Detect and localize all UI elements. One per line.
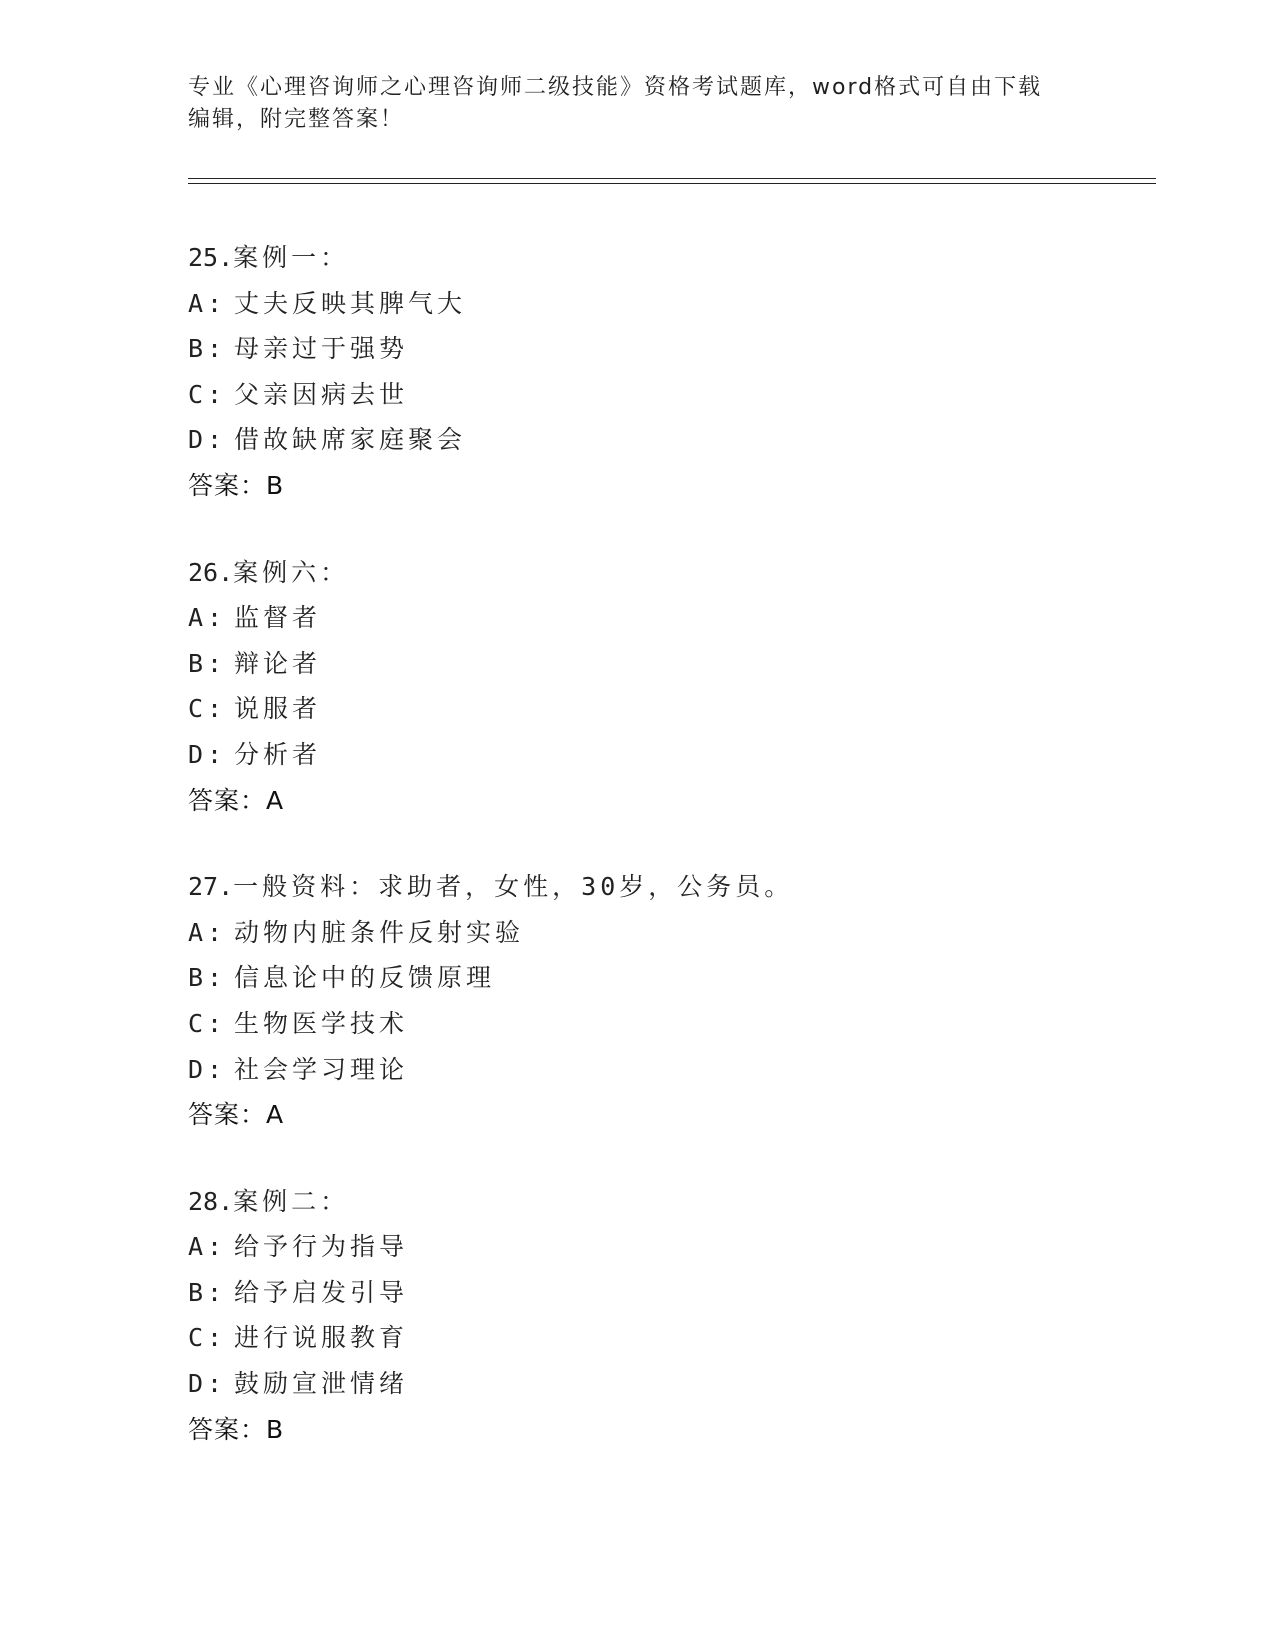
question-number: 26.: [188, 557, 234, 587]
option-text: 分析者: [234, 739, 322, 769]
option-text: 给予行为指导: [234, 1232, 409, 1262]
option-letter: B:: [188, 1277, 227, 1307]
header-divider-bottom: [188, 183, 1156, 184]
option-text: 说服者: [234, 694, 322, 724]
option-a: [188, 595, 1148, 641]
question-25: [188, 235, 1148, 509]
option-text: 辩论者: [234, 648, 322, 678]
option-c: [188, 372, 1148, 418]
option-text: 进行说服教育: [234, 1323, 409, 1353]
option-text: 动物内脏条件反射实验: [234, 917, 525, 947]
question-28: [188, 1179, 1148, 1453]
question-text: 一般资料：求助者，女性，30岁，公务员。: [233, 872, 794, 902]
header-line-2: 编辑，附完整答案！: [188, 107, 405, 132]
question-stem: [188, 1179, 1148, 1225]
option-d: [188, 732, 1148, 778]
question-stem: [188, 550, 1148, 596]
option-b: [188, 326, 1148, 372]
option-letter: B:: [188, 963, 227, 993]
option-letter: C:: [188, 1323, 227, 1353]
option-a: [188, 910, 1148, 956]
option-letter: C:: [188, 379, 227, 409]
option-b: [188, 955, 1148, 1001]
option-letter: A:: [188, 1232, 227, 1262]
option-text: 监督者: [234, 603, 322, 633]
option-c: [188, 1001, 1148, 1047]
option-text: 给予启发引导: [234, 1277, 409, 1307]
option-c: [188, 1315, 1148, 1361]
option-c: [188, 686, 1148, 732]
answer-line: 答案：B: [188, 470, 285, 500]
option-text: 社会学习理论: [234, 1054, 409, 1084]
option-text: 母亲过于强势: [234, 334, 409, 364]
question-number: 27.: [188, 872, 234, 902]
question-text: 案例一：: [233, 243, 350, 272]
question-27: [188, 864, 1148, 1138]
option-text: 丈夫反映其脾气大: [234, 288, 467, 318]
option-letter: B:: [188, 334, 227, 364]
option-text: 父亲因病去世: [234, 379, 409, 409]
question-stem: [188, 235, 1148, 281]
option-letter: C:: [188, 694, 227, 724]
option-text: 信息论中的反馈原理: [234, 963, 496, 993]
option-letter: D:: [188, 1054, 227, 1084]
option-d: [188, 1047, 1148, 1093]
option-b: [188, 641, 1148, 687]
option-text: 鼓励宣泄情绪: [234, 1369, 409, 1399]
header-line-1: 专业《心理咨询师之心理咨询师二级技能》资格考试题库，word格式可自由下载: [188, 75, 1043, 100]
question-stem: [188, 864, 1148, 910]
option-letter: D:: [188, 739, 227, 769]
answer-line: 答案：B: [188, 1414, 285, 1444]
option-letter: D:: [188, 425, 227, 455]
option-text: 生物医学技术: [234, 1008, 409, 1038]
option-letter: B:: [188, 648, 227, 678]
document-header: [188, 72, 1088, 136]
option-d: [188, 1361, 1148, 1407]
option-b: [188, 1270, 1148, 1316]
question-text: 案例二：: [233, 1186, 350, 1216]
header-divider-top: [188, 178, 1156, 179]
option-letter: A:: [188, 288, 227, 318]
question-26: [188, 550, 1148, 824]
question-list: [188, 235, 1148, 1493]
option-letter: C:: [188, 1008, 227, 1038]
answer-line: 答案：A: [188, 785, 285, 815]
option-letter: A:: [188, 917, 227, 947]
option-a: [188, 281, 1148, 327]
question-text: 案例六：: [233, 557, 350, 587]
option-letter: A:: [188, 603, 227, 633]
answer-line: 答案：A: [188, 1100, 285, 1130]
question-number: 28.: [188, 1186, 234, 1216]
option-text: 借故缺席家庭聚会: [234, 425, 467, 455]
question-number: 25.: [188, 243, 234, 272]
option-a: [188, 1224, 1148, 1270]
option-d: [188, 417, 1148, 463]
option-letter: D:: [188, 1369, 227, 1399]
